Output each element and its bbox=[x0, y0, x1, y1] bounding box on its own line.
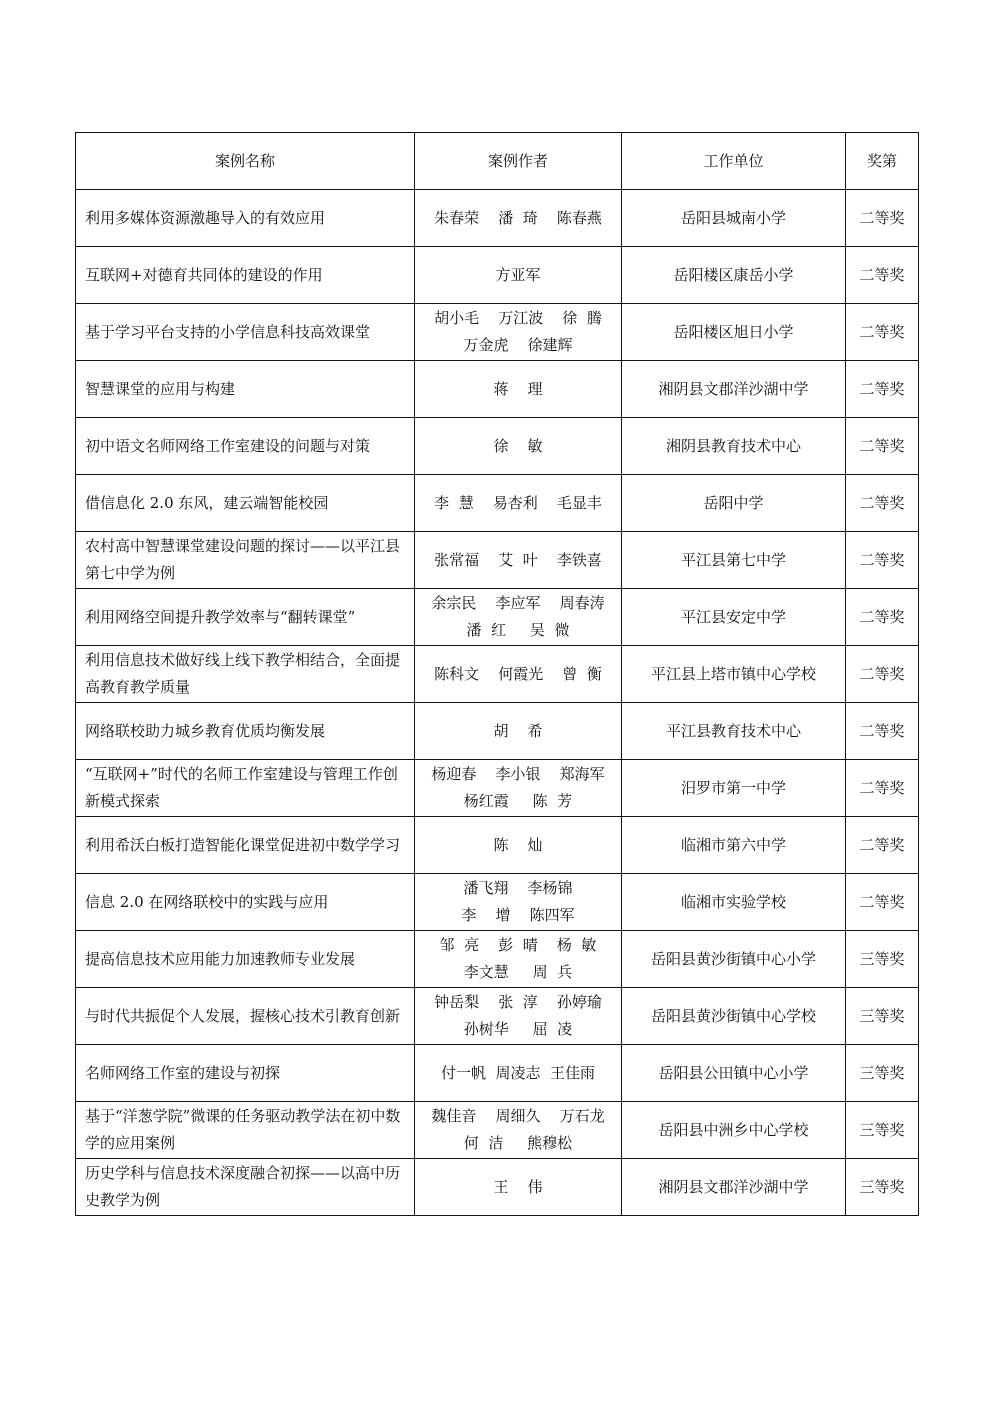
case-name-cell: 农村高中智慧课堂建设问题的探讨——以平江县第七中学为例 bbox=[76, 532, 415, 589]
work-unit-cell: 临湘市实验学校 bbox=[622, 874, 846, 931]
case-author-cell bbox=[415, 589, 622, 646]
case-author-cell bbox=[415, 874, 622, 931]
award-cell: 二等奖 bbox=[846, 703, 919, 760]
award-cell: 三等奖 bbox=[846, 1045, 919, 1102]
author-line: 陈科文 何霞光 曾 衡 bbox=[434, 664, 602, 683]
table-row bbox=[76, 475, 919, 532]
case-name-cell: 名师网络工作室的建设与初探 bbox=[76, 1045, 415, 1102]
author-line: 孙树华 屈 凌 bbox=[463, 1020, 573, 1038]
case-author-cell bbox=[415, 988, 622, 1045]
case-author-cell bbox=[415, 247, 622, 304]
work-unit-cell: 岳阳县公田镇中心小学 bbox=[622, 1045, 846, 1102]
award-cell: 二等奖 bbox=[846, 247, 919, 304]
award-cell: 三等奖 bbox=[846, 1102, 919, 1159]
case-name-cell: 借信息化 2.0 东风，建云端智能校园 bbox=[76, 475, 415, 532]
case-name-cell: 与时代共振促个人发展，握核心技术引教育创新 bbox=[76, 988, 415, 1045]
case-name-cell: 信息 2.0 在网络联校中的实践与应用 bbox=[76, 874, 415, 931]
author-line: 张常福 艾 叶 李铁喜 bbox=[434, 550, 602, 569]
table-row bbox=[76, 988, 919, 1045]
author-line: 邹 亮 彭 晴 杨 敏 bbox=[439, 936, 597, 954]
table-row bbox=[76, 817, 919, 874]
table-row bbox=[76, 361, 919, 418]
table-row bbox=[76, 703, 919, 760]
author-line: 李 增 陈四军 bbox=[461, 906, 575, 924]
author-line: 李文慧 周 兵 bbox=[463, 963, 573, 981]
work-unit-cell: 岳阳县城南小学 bbox=[622, 190, 846, 247]
work-unit-cell: 平江县上塔市镇中心学校 bbox=[622, 646, 846, 703]
case-name-cell: 利用信息技术做好线上线下教学相结合，全面提高教育教学质量 bbox=[76, 646, 415, 703]
case-author-cell bbox=[415, 304, 622, 361]
case-author-cell bbox=[415, 817, 622, 874]
work-unit-cell: 岳阳楼区旭日小学 bbox=[622, 304, 846, 361]
case-name-cell: 网络联校助力城乡教育优质均衡发展 bbox=[76, 703, 415, 760]
case-author-cell bbox=[415, 475, 622, 532]
author-line: 万金虎 徐建辉 bbox=[463, 336, 573, 354]
case-name-cell: 利用网络空间提升教学效率与“翻转课堂” bbox=[76, 589, 415, 646]
author-line: 徐 敏 bbox=[493, 436, 543, 455]
header-award: 奖第 bbox=[846, 133, 919, 190]
award-cell: 二等奖 bbox=[846, 361, 919, 418]
case-author-cell bbox=[415, 703, 622, 760]
work-unit-cell: 平江县安定中学 bbox=[622, 589, 846, 646]
table-row bbox=[76, 1159, 919, 1216]
award-cell: 二等奖 bbox=[846, 532, 919, 589]
award-cell: 三等奖 bbox=[846, 931, 919, 988]
work-unit-cell: 岳阳县黄沙街镇中心小学 bbox=[622, 931, 846, 988]
work-unit-cell: 岳阳中学 bbox=[622, 475, 846, 532]
author-line: 钟岳梨 张 淳 孙婷瑜 bbox=[434, 993, 602, 1011]
case-name-cell: 基于“洋葱学院”微课的任务驱动教学法在初中数学的应用案例 bbox=[76, 1102, 415, 1159]
header-row bbox=[76, 133, 919, 190]
header-case-author: 案例作者 bbox=[415, 133, 622, 190]
award-cell: 二等奖 bbox=[846, 190, 919, 247]
author-line: 付一帆 周凌志 王佳雨 bbox=[440, 1063, 596, 1082]
case-author-cell bbox=[415, 646, 622, 703]
author-line: 潘 红 吴 微 bbox=[466, 621, 570, 639]
award-cell: 二等奖 bbox=[846, 817, 919, 874]
author-line: 李 慧 易杏利 毛显丰 bbox=[434, 493, 602, 512]
author-line: 魏佳音 周细久 万石龙 bbox=[431, 1107, 605, 1125]
award-table bbox=[75, 132, 919, 1216]
award-cell: 二等奖 bbox=[846, 475, 919, 532]
table-row bbox=[76, 190, 919, 247]
award-cell: 二等奖 bbox=[846, 646, 919, 703]
case-name-cell: 基于学习平台支持的小学信息科技高效课堂 bbox=[76, 304, 415, 361]
table-row bbox=[76, 874, 919, 931]
case-name-cell: 提高信息技术应用能力加速教师专业发展 bbox=[76, 931, 415, 988]
table-row bbox=[76, 418, 919, 475]
work-unit-cell: 平江县教育技术中心 bbox=[622, 703, 846, 760]
work-unit-cell: 岳阳楼区康岳小学 bbox=[622, 247, 846, 304]
case-author-cell bbox=[415, 931, 622, 988]
work-unit-cell: 湘阴县教育技术中心 bbox=[622, 418, 846, 475]
header-work-unit: 工作单位 bbox=[622, 133, 846, 190]
table-row bbox=[76, 760, 919, 817]
header-case-name: 案例名称 bbox=[76, 133, 415, 190]
work-unit-cell: 岳阳县中洲乡中心学校 bbox=[622, 1102, 846, 1159]
case-name-cell: 利用希沃白板打造智能化课堂促进初中数学学习 bbox=[76, 817, 415, 874]
author-line: 杨迎春 李小银 郑海军 bbox=[431, 765, 605, 783]
award-cell: 二等奖 bbox=[846, 874, 919, 931]
author-line: 陈 灿 bbox=[493, 835, 543, 854]
case-name-cell: 互联网+对德育共同体的建设的作用 bbox=[76, 247, 415, 304]
author-line: 何 洁 熊穆松 bbox=[463, 1134, 573, 1152]
case-author-cell bbox=[415, 1159, 622, 1216]
author-line: 余宗民 李应军 周春涛 bbox=[431, 594, 605, 612]
award-cell: 二等奖 bbox=[846, 304, 919, 361]
award-cell: 三等奖 bbox=[846, 1159, 919, 1216]
table-row bbox=[76, 304, 919, 361]
author-line: 胡 希 bbox=[493, 721, 543, 740]
award-cell: 二等奖 bbox=[846, 589, 919, 646]
case-author-cell bbox=[415, 418, 622, 475]
case-author-cell bbox=[415, 532, 622, 589]
case-author-cell bbox=[415, 1045, 622, 1102]
case-name-cell: 智慧课堂的应用与构建 bbox=[76, 361, 415, 418]
work-unit-cell: 湘阴县文郡洋沙湖中学 bbox=[622, 1159, 846, 1216]
author-line: 杨红霞 陈 芳 bbox=[463, 792, 573, 810]
case-name-cell: 历史学科与信息技术深度融合初探——以高中历史教学为例 bbox=[76, 1159, 415, 1216]
author-line: 王 伟 bbox=[493, 1177, 543, 1196]
award-cell: 二等奖 bbox=[846, 418, 919, 475]
case-name-cell: 初中语文名师网络工作室建设的问题与对策 bbox=[76, 418, 415, 475]
case-author-cell bbox=[415, 760, 622, 817]
author-line: 潘飞翔 李杨锦 bbox=[463, 879, 573, 897]
work-unit-cell: 临湘市第六中学 bbox=[622, 817, 846, 874]
award-cell: 三等奖 bbox=[846, 988, 919, 1045]
case-author-cell bbox=[415, 1102, 622, 1159]
table-row bbox=[76, 247, 919, 304]
table-row bbox=[76, 646, 919, 703]
author-line: 蒋 理 bbox=[493, 379, 543, 398]
author-line: 胡小毛 万江波 徐 腾 bbox=[434, 309, 602, 327]
table-row bbox=[76, 589, 919, 646]
work-unit-cell: 湘阴县文郡洋沙湖中学 bbox=[622, 361, 846, 418]
table-body bbox=[76, 190, 919, 1216]
table-row bbox=[76, 1045, 919, 1102]
work-unit-cell: 岳阳县黄沙街镇中心学校 bbox=[622, 988, 846, 1045]
table-row bbox=[76, 931, 919, 988]
table-row bbox=[76, 532, 919, 589]
work-unit-cell: 平江县第七中学 bbox=[622, 532, 846, 589]
case-name-cell: “互联网+”时代的名师工作室建设与管理工作创新模式探索 bbox=[76, 760, 415, 817]
table-row bbox=[76, 1102, 919, 1159]
case-author-cell bbox=[415, 190, 622, 247]
author-line: 朱春荣 潘 琦 陈春燕 bbox=[434, 208, 602, 227]
work-unit-cell: 汨罗市第一中学 bbox=[622, 760, 846, 817]
case-name-cell: 利用多媒体资源激趣导入的有效应用 bbox=[76, 190, 415, 247]
case-author-cell bbox=[415, 361, 622, 418]
award-cell: 二等奖 bbox=[846, 760, 919, 817]
author-line: 方亚军 bbox=[495, 265, 541, 284]
